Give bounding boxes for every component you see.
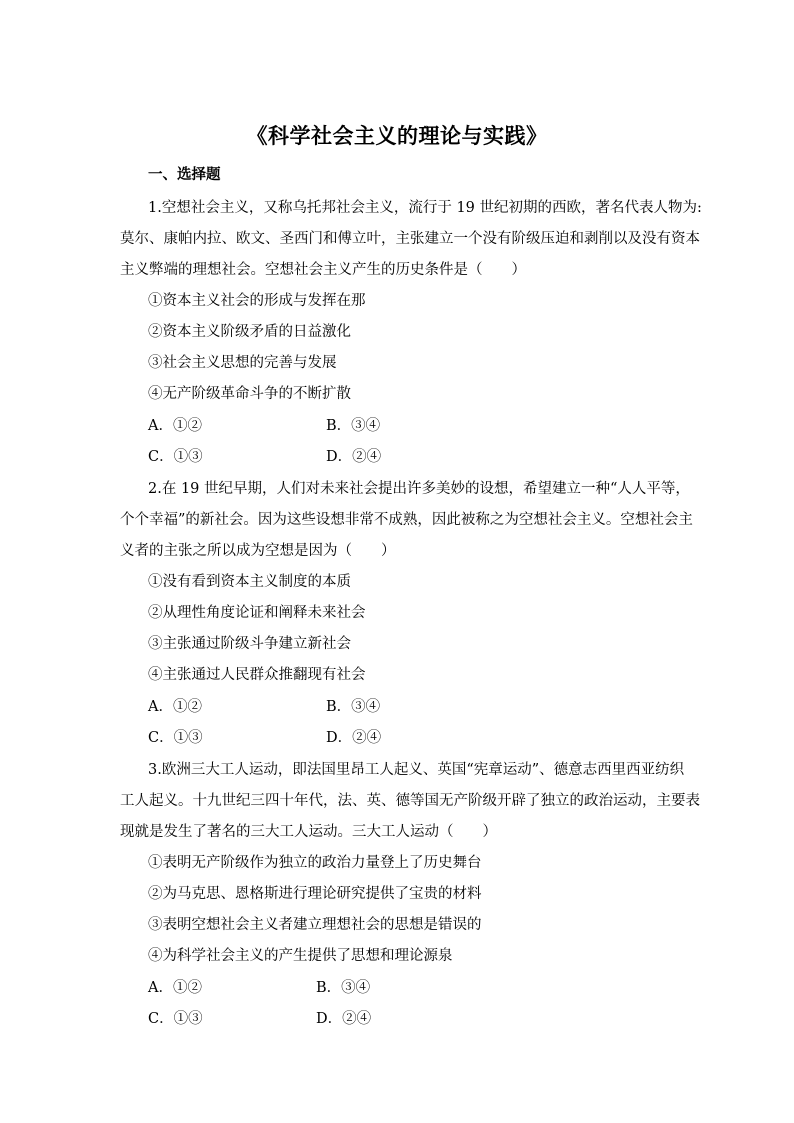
choice-d: D．②④ [326,730,382,746]
choice-c: C．①③ [148,449,203,465]
statement-option: ③表明空想社会主义者建立理想社会的思想是错误的 [148,917,482,933]
question-stem-line: 现就是发生了著名的三大工人运动。三大工人运动（ ） [120,824,497,840]
question-stem-line: 1.空想社会主义，又称乌托邦社会主义，流行于 19 世纪初期的西欧，著名代表人物为: [148,200,702,216]
statement-option: ②为马克思、恩格斯进行理论研究提供了宝贵的材料 [148,886,482,902]
choice-a: A．①② [148,699,202,715]
statement-option: ④主张通过人民群众推翻现有社会 [148,667,366,683]
choice-a: A．①② [148,418,202,434]
question-stem-line: 3.欧洲三大工人运动，即法国里昂工人起义、英国“宪章运动”、德意志西里西亚纺织 [148,762,685,778]
choice-c: C．①③ [148,730,203,746]
choice-c: C．①③ [148,1011,203,1027]
statement-option: ③社会主义思想的完善与发展 [148,355,337,371]
statement-option: ②资本主义阶级矛盾的日益激化 [148,324,351,340]
statement-option: ③主张通过阶级斗争建立新社会 [148,636,351,652]
statement-option: ①资本主义社会的形成与发挥在那 [148,293,366,309]
question-stem-line: 莫尔、康帕内拉、欧文、圣西门和傅立叶，主张建立一个没有阶级压迫和剥削以及没有资本 [120,231,700,247]
page-title: 《科学社会主义的理论与实践》 [246,123,548,148]
statement-option: ④为科学社会主义的产生提供了思想和理论源泉 [148,948,453,964]
statement-option: ①没有看到资本主义制度的本质 [148,574,351,590]
choice-d: D．②④ [326,449,382,465]
question-stem-line: 2.在 19 世纪早期，人们对未来社会提出许多美妙的设想，希望建立一种“人人平等， [148,481,690,497]
statement-option: ④无产阶级革命斗争的不断扩散 [148,386,351,402]
choice-d: D．②④ [316,1011,372,1027]
section-heading: 一、选择题 [148,166,221,183]
statement-option: ②从理性角度论证和阐释未来社会 [148,605,366,621]
question-stem-line: 个个幸福”的新社会。因为这些设想非常不成熟，因此被称之为空想社会主义。空想社会主 [120,512,693,528]
question-stem-line: 主义弊端的理想社会。空想社会主义产生的历史条件是（ ） [120,262,526,278]
question-stem-line: 工人起义。十九世纪三四十年代，法、英、德等国无产阶级开辟了独立的政治运动，主要表 [120,793,700,809]
statement-option: ①表明无产阶级作为独立的政治力量登上了历史舞台 [148,855,482,871]
choice-b: B．③④ [316,980,371,996]
choice-a: A．①② [148,980,202,996]
choice-b: B．③④ [326,699,381,715]
question-stem-line: 义者的主张之所以成为空想是因为（ ） [120,543,396,559]
choice-b: B．③④ [326,418,381,434]
